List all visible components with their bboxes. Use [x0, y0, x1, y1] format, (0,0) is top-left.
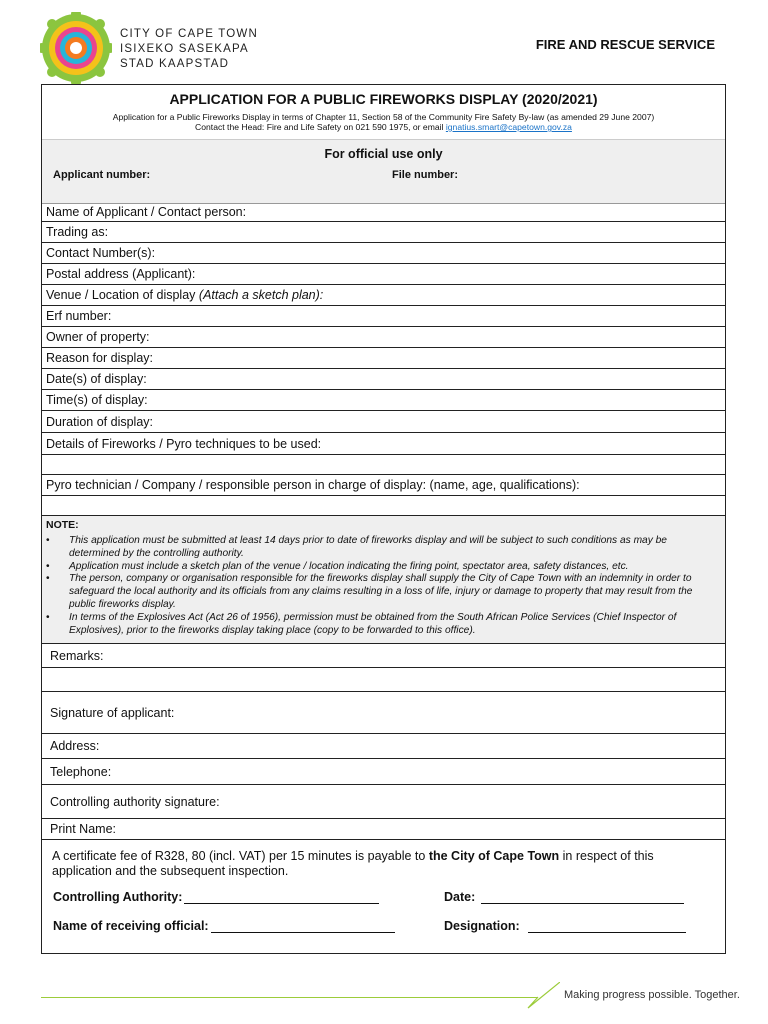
note-item — [42, 561, 725, 574]
field-remarks[interactable] — [42, 644, 725, 668]
org-line-1: CITY OF CAPE TOWN — [120, 28, 258, 40]
field-label: Trading as: — [46, 225, 109, 239]
note-text: In terms of the Explosives Act (Act 26 of 1956), permission must be obtained from the South African Police Services (Chief Inspector of Explosives), prior to the fireworks display taking place (copy to be forwarded to this office). — [69, 611, 677, 636]
field-applicant-signature[interactable] — [42, 692, 725, 734]
fee-text-1: A certificate fee of R328, 80 (incl. VAT) per 15 minutes is payable to — [52, 849, 426, 863]
signature-line — [184, 890, 379, 904]
field-address[interactable] — [42, 734, 725, 759]
footer-tagline: Making progress possible. Together. — [564, 989, 740, 1001]
field-label: Postal address (Applicant): — [46, 267, 196, 281]
field-label: Controlling authority signature: — [50, 794, 220, 809]
footer-divider — [41, 997, 538, 998]
field-owner[interactable] — [42, 327, 725, 348]
fee-section — [42, 840, 725, 955]
controlling-authority-field[interactable] — [53, 890, 379, 904]
signature-line — [528, 919, 686, 933]
field-postal-address[interactable] — [42, 264, 725, 285]
note-title: NOTE: — [46, 519, 79, 531]
receiving-official-label: Name of receiving official: — [53, 919, 209, 933]
field-label: Duration of display: — [46, 414, 154, 429]
field-label: Signature of applicant: — [50, 705, 175, 720]
field-label: Owner of property: — [46, 330, 150, 344]
field-trading-as[interactable] — [42, 222, 725, 243]
note-item — [42, 535, 725, 561]
field-erf-number[interactable] — [42, 306, 725, 327]
field-applicant-name[interactable] — [42, 202, 725, 222]
note-item — [42, 573, 725, 611]
field-dates[interactable] — [42, 369, 725, 390]
field-venue[interactable] — [42, 285, 725, 306]
footer-swoosh — [520, 982, 560, 1022]
field-remarks-line[interactable] — [42, 668, 725, 692]
signature-line — [211, 919, 395, 933]
note-text: Application must include a sketch plan of the venue / location indicating the firing point, spectator area, safety distances, etc. — [69, 560, 629, 572]
city-of-cape-town-logo — [40, 12, 112, 84]
field-controlling-authority-signature[interactable] — [42, 785, 725, 819]
application-form — [41, 84, 726, 954]
fee-text-2: in respect of this application and the subsequent inspection. — [52, 849, 654, 878]
bullet: • — [46, 535, 50, 546]
field-label: Details of Fireworks / Pyro techniques to be used: — [46, 436, 322, 451]
bullet: • — [46, 560, 50, 572]
field-fireworks-details-line[interactable] — [42, 455, 725, 475]
venue-note: (Attach a sketch plan): — [198, 288, 324, 302]
date-label: Date: — [444, 890, 476, 904]
field-label: Erf number: — [46, 309, 112, 323]
official-use-box — [42, 139, 725, 204]
department-name: FIRE AND RESCUE SERVICE — [535, 37, 715, 52]
field-label: Time(s) of display: — [46, 393, 148, 407]
field-duration[interactable] — [42, 411, 725, 433]
contact-email-link[interactable]: ignatius.smart@capetown.gov.za — [445, 122, 572, 132]
field-label: Remarks: — [50, 648, 104, 663]
org-line-3: STAD KAAPSTAD — [120, 58, 230, 70]
field-fireworks-details[interactable] — [42, 433, 725, 455]
field-label: Venue / Location of display — [46, 288, 196, 302]
note-text: The person, company or organisation responsible for the fireworks display shall supply the City of Cape Town with an indemnity in order to safeguard the local authority and its officials from any claims resulting in a loss of life, injury or damage to property that may result from the public fireworks display. — [69, 573, 693, 610]
note-list — [42, 535, 725, 637]
field-print-name[interactable] — [42, 819, 725, 840]
field-label: Address: — [50, 739, 100, 753]
org-line-2: ISIXEKO SASEKAPA — [120, 43, 249, 55]
designation-label: Designation: — [444, 919, 520, 933]
form-subtitle-bylaw: Application for a Public Fireworks Display in terms of Chapter 11, Section 58 of the Community Fire Safety By-law (as amended 29 June 2007) — [112, 112, 655, 122]
field-label: Telephone: — [50, 764, 112, 779]
field-pyro-technician[interactable] — [42, 475, 725, 496]
fee-statement — [52, 849, 685, 879]
field-telephone[interactable] — [42, 759, 725, 785]
field-label: Print Name: — [50, 822, 116, 836]
form-title: APPLICATION FOR A PUBLIC FIREWORKS DISPLAY (2020/2021) — [169, 91, 598, 107]
field-label: Pyro technician / Company / responsible person in charge of display: (name, age, qualifications): — [46, 478, 580, 492]
field-contact-number[interactable] — [42, 243, 725, 264]
field-label: Date(s) of display: — [46, 372, 147, 386]
receiving-official-field[interactable] — [53, 919, 395, 933]
note-box — [42, 516, 725, 644]
note-text: This application must be submitted at least 14 days prior to date of fireworks display and will be subject to such conditions as may be determined by the controlling authority. — [69, 535, 667, 559]
field-label: Reason for display: — [46, 351, 154, 365]
form-subtitle-contact — [42, 122, 725, 133]
field-times[interactable] — [42, 390, 725, 411]
note-item — [42, 612, 725, 638]
controlling-authority-label: Controlling Authority: — [53, 890, 183, 904]
bullet: • — [46, 573, 50, 585]
contact-text: Contact the Head: Fire and Life Safety on 021 590 1975, or email — [195, 122, 444, 132]
applicant-number-label: Applicant number: — [53, 169, 151, 181]
field-reason[interactable] — [42, 348, 725, 369]
official-use-title: For official use only — [324, 147, 443, 161]
organisation-name — [120, 27, 258, 72]
designation-field[interactable] — [444, 919, 686, 933]
file-number-label: File number: — [392, 169, 459, 181]
field-label: Contact Number(s): — [46, 246, 156, 260]
field-pyro-technician-line[interactable] — [42, 496, 725, 516]
bullet: • — [46, 611, 50, 623]
date-field[interactable] — [444, 890, 684, 904]
fee-text-city: the City of Cape Town — [428, 849, 560, 863]
field-label: Name of Applicant / Contact person: — [46, 204, 247, 219]
signature-line — [481, 890, 684, 904]
